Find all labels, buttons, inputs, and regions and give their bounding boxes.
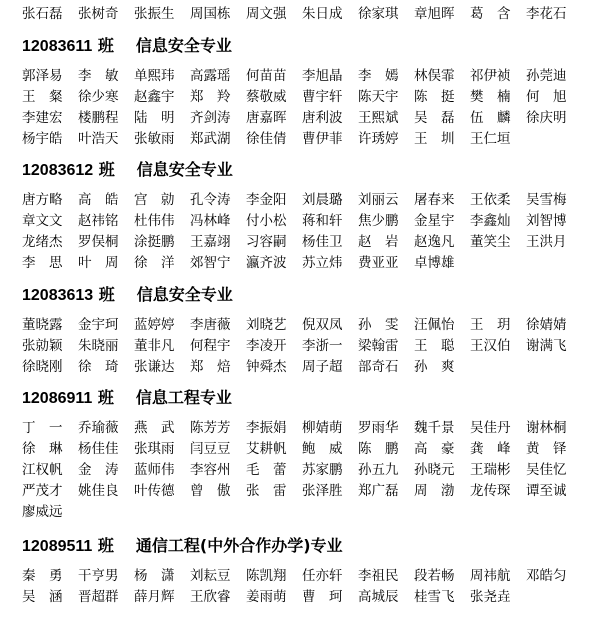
student-name: 冯林峰 bbox=[190, 213, 231, 229]
student-name: 蔡敬威 bbox=[246, 89, 287, 105]
student-name: 谢林桐 bbox=[526, 420, 567, 436]
student-name: 金星宇 bbox=[414, 213, 455, 229]
student-name: 李鑫灿 bbox=[470, 213, 511, 229]
student-name: 薛月辉 bbox=[134, 589, 175, 605]
student-name: 张谦达 bbox=[134, 359, 175, 375]
student-name: 孙莞迪 bbox=[526, 68, 567, 84]
student-name: 宫 勍 bbox=[134, 192, 175, 208]
student-name: 屠春来 bbox=[414, 192, 455, 208]
student-name: 赵鑫宇 bbox=[134, 89, 175, 105]
student-name: 龙绪杰 bbox=[22, 234, 63, 250]
student-name: 闫豆豆 bbox=[190, 441, 231, 457]
student-name: 魏千景 bbox=[414, 420, 455, 436]
student-name: 焦少鹏 bbox=[358, 213, 399, 229]
student-name: 蒋和轩 bbox=[302, 213, 343, 229]
student-name-grid bbox=[22, 418, 582, 523]
student-name: 曾 傲 bbox=[190, 483, 231, 499]
student-name: 李浙一 bbox=[302, 338, 343, 354]
major-name: 信息安全专业 bbox=[136, 285, 233, 304]
student-name: 孙 雯 bbox=[358, 317, 399, 333]
student-name: 陈 鹏 bbox=[358, 441, 399, 457]
student-name: 董非凡 bbox=[134, 338, 175, 354]
student-name: 江权帆 bbox=[22, 462, 63, 478]
student-name: 章旭晖 bbox=[414, 6, 455, 22]
class-code: 12083613 bbox=[22, 287, 94, 304]
student-name: 王欣睿 bbox=[190, 589, 231, 605]
student-name: 罗俣桐 bbox=[78, 234, 119, 250]
student-name: 曹宇轩 bbox=[302, 89, 343, 105]
student-name: 张琪雨 bbox=[134, 441, 175, 457]
class-heading bbox=[22, 283, 233, 307]
student-name: 习容嗣 bbox=[246, 234, 287, 250]
student-name: 苏立炜 bbox=[302, 255, 343, 271]
student-name: 卓博雄 bbox=[414, 255, 455, 271]
student-name: 蓝婷婷 bbox=[134, 317, 175, 333]
student-name: 高城辰 bbox=[358, 589, 399, 605]
student-name: 王 玥 bbox=[470, 317, 511, 333]
student-name: 汪佩怡 bbox=[414, 317, 455, 333]
student-name: 王嘉翊 bbox=[190, 234, 231, 250]
student-name: 吴佳忆 bbox=[526, 462, 567, 478]
student-name: 鲍 威 bbox=[302, 441, 343, 457]
student-name: 曹伊菲 bbox=[302, 131, 343, 147]
student-name: 徐庆明 bbox=[526, 110, 567, 126]
student-name: 罗雨华 bbox=[358, 420, 399, 436]
student-name: 徐少寒 bbox=[78, 89, 119, 105]
student-name: 艾耕帆 bbox=[246, 441, 287, 457]
student-name: 涂挺鹏 bbox=[134, 234, 175, 250]
student-name: 吴佳丹 bbox=[470, 420, 511, 436]
student-name: 李 敏 bbox=[78, 68, 119, 84]
student-name: 陆 明 bbox=[134, 110, 175, 126]
major-name: 信息工程专业 bbox=[135, 388, 232, 407]
student-name: 许琇婷 bbox=[358, 131, 399, 147]
student-name: 倪双凤 bbox=[302, 317, 343, 333]
student-name: 杨佳佳 bbox=[78, 441, 119, 457]
student-name: 齐剑涛 bbox=[190, 110, 231, 126]
student-name: 蓝师伟 bbox=[134, 462, 175, 478]
student-name: 张 雷 bbox=[246, 483, 287, 499]
student-name: 张尧垚 bbox=[470, 589, 511, 605]
student-name: 朱晓丽 bbox=[78, 338, 119, 354]
major-name: 通信工程(中外合作办学)专业 bbox=[135, 536, 343, 555]
student-name: 徐 琳 bbox=[22, 441, 63, 457]
student-name: 董晓露 bbox=[22, 317, 63, 333]
student-name: 李花石 bbox=[526, 6, 567, 22]
student-name-grid bbox=[22, 566, 582, 608]
student-name: 章文文 bbox=[22, 213, 63, 229]
student-name: 刘丽云 bbox=[358, 192, 399, 208]
student-name: 晋超群 bbox=[78, 589, 119, 605]
student-name: 谢满飞 bbox=[526, 338, 567, 354]
student-name: 郑广磊 bbox=[358, 483, 399, 499]
student-name: 费亚亚 bbox=[358, 255, 399, 271]
student-name: 吴 涵 bbox=[22, 589, 63, 605]
student-name: 周文强 bbox=[246, 6, 287, 22]
student-name: 李祖民 bbox=[358, 568, 399, 584]
student-name-grid bbox=[22, 315, 582, 378]
student-name: 赵逸凡 bbox=[414, 234, 455, 250]
student-name: 谭至诚 bbox=[526, 483, 567, 499]
student-name: 刘耘豆 bbox=[190, 568, 231, 584]
student-name: 叶 周 bbox=[78, 255, 119, 271]
student-name: 叶传德 bbox=[134, 483, 175, 499]
student-name: 朱日成 bbox=[302, 6, 343, 22]
student-name: 陈 挺 bbox=[414, 89, 455, 105]
student-name: 苏家鹏 bbox=[302, 462, 343, 478]
student-name: 陈凯翔 bbox=[246, 568, 287, 584]
class-word: 班 bbox=[98, 285, 115, 304]
student-name: 徐家琪 bbox=[358, 6, 399, 22]
student-name: 钟舜杰 bbox=[246, 359, 287, 375]
student-name: 周祎航 bbox=[470, 568, 511, 584]
student-name: 徐 琦 bbox=[78, 359, 119, 375]
student-name: 孙晓元 bbox=[414, 462, 455, 478]
student-name: 楼鹏程 bbox=[78, 110, 119, 126]
student-name: 金宇珂 bbox=[78, 317, 119, 333]
student-name: 王 聪 bbox=[414, 338, 455, 354]
student-name: 祁伊祯 bbox=[470, 68, 511, 84]
student-name: 乔瑜薇 bbox=[78, 420, 119, 436]
student-name: 何 旭 bbox=[526, 89, 567, 105]
student-name: 黄 铎 bbox=[526, 441, 567, 457]
student-name: 李容州 bbox=[190, 462, 231, 478]
student-name: 吴雪梅 bbox=[526, 192, 567, 208]
student-name: 王依柔 bbox=[470, 192, 511, 208]
student-name: 部奇石 bbox=[358, 359, 399, 375]
student-name: 张振生 bbox=[134, 6, 175, 22]
student-name: 杨宇皓 bbox=[22, 131, 63, 147]
student-name: 王汉伯 bbox=[470, 338, 511, 354]
student-name: 郑 羚 bbox=[190, 89, 231, 105]
student-name: 李凌开 bbox=[246, 338, 287, 354]
class-word: 班 bbox=[97, 36, 114, 55]
student-name: 郑 焙 bbox=[190, 359, 231, 375]
student-name: 杨佳卫 bbox=[302, 234, 343, 250]
student-name: 刘晓艺 bbox=[246, 317, 287, 333]
student-name: 李振娟 bbox=[246, 420, 287, 436]
student-name: 刘晨璐 bbox=[302, 192, 343, 208]
student-name: 秦 勇 bbox=[22, 568, 63, 584]
student-name: 高 皓 bbox=[78, 192, 119, 208]
student-name: 任亦轩 bbox=[302, 568, 343, 584]
student-name: 柳婧萌 bbox=[302, 420, 343, 436]
student-name: 刘智博 bbox=[526, 213, 567, 229]
student-name: 高露瑶 bbox=[190, 68, 231, 84]
student-name: 李建宏 bbox=[22, 110, 63, 126]
student-name: 赵 岩 bbox=[358, 234, 399, 250]
class-heading bbox=[22, 34, 232, 58]
class-word: 班 bbox=[97, 536, 114, 555]
student-name: 段若畅 bbox=[414, 568, 455, 584]
major-name: 信息安全专业 bbox=[135, 36, 232, 55]
student-name: 唐方略 bbox=[22, 192, 63, 208]
student-name: 严茂才 bbox=[22, 483, 63, 499]
student-name: 燕 武 bbox=[134, 420, 175, 436]
class-heading bbox=[22, 158, 233, 182]
class-code: 12089511 bbox=[22, 538, 93, 555]
class-heading bbox=[22, 386, 232, 410]
student-name: 郊智宁 bbox=[190, 255, 231, 271]
student-name: 曹 珂 bbox=[302, 589, 343, 605]
student-name: 李旭晶 bbox=[302, 68, 343, 84]
class-code: 12083611 bbox=[22, 38, 93, 55]
student-name: 金 涛 bbox=[78, 462, 119, 478]
student-name: 李 嫣 bbox=[358, 68, 399, 84]
student-name: 吴 磊 bbox=[414, 110, 455, 126]
student-name: 徐晓刚 bbox=[22, 359, 63, 375]
student-name: 桂雪飞 bbox=[414, 589, 455, 605]
student-name: 王瑞彬 bbox=[470, 462, 511, 478]
student-name: 伍 麟 bbox=[470, 110, 511, 126]
student-name-grid bbox=[22, 190, 582, 274]
student-name: 徐婧婧 bbox=[526, 317, 567, 333]
class-word: 班 bbox=[98, 160, 115, 179]
student-name: 陈芳芳 bbox=[190, 420, 231, 436]
student-name: 王洪月 bbox=[526, 234, 567, 250]
top-name-row bbox=[22, 4, 582, 25]
student-name: 赵祎铭 bbox=[78, 213, 119, 229]
class-heading bbox=[22, 534, 343, 558]
student-name: 李唐薇 bbox=[190, 317, 231, 333]
student-name: 徐 洋 bbox=[134, 255, 175, 271]
class-word: 班 bbox=[97, 388, 114, 407]
student-name: 周 渤 bbox=[414, 483, 455, 499]
student-name: 郑武湖 bbox=[190, 131, 231, 147]
student-name: 陈天宇 bbox=[358, 89, 399, 105]
student-name: 董笑尘 bbox=[470, 234, 511, 250]
student-name: 王熙斌 bbox=[358, 110, 399, 126]
student-name: 张石磊 bbox=[22, 6, 63, 22]
student-name: 龙传琛 bbox=[470, 483, 511, 499]
student-name: 单熙玮 bbox=[134, 68, 175, 84]
student-name: 孔令涛 bbox=[190, 192, 231, 208]
student-name: 周子超 bbox=[302, 359, 343, 375]
student-name: 邓皓匀 bbox=[526, 568, 567, 584]
student-name: 杨 潇 bbox=[134, 568, 175, 584]
student-name: 樊 楠 bbox=[470, 89, 511, 105]
student-name: 杜伟伟 bbox=[134, 213, 175, 229]
student-name: 毛 蕾 bbox=[246, 462, 287, 478]
student-name: 李金阳 bbox=[246, 192, 287, 208]
student-name: 付小松 bbox=[246, 213, 287, 229]
class-code: 12086911 bbox=[22, 390, 93, 407]
student-name: 林俣霏 bbox=[414, 68, 455, 84]
student-name: 姜雨萌 bbox=[246, 589, 287, 605]
class-code: 12083612 bbox=[22, 162, 94, 179]
student-name: 李 思 bbox=[22, 255, 63, 271]
major-name: 信息安全专业 bbox=[136, 160, 233, 179]
student-name: 廖威远 bbox=[22, 504, 63, 520]
student-name: 孙五九 bbox=[358, 462, 399, 478]
student-name: 张泽胜 bbox=[302, 483, 343, 499]
student-name: 张树奇 bbox=[78, 6, 119, 22]
student-name: 何程宇 bbox=[190, 338, 231, 354]
student-name: 姚佳良 bbox=[78, 483, 119, 499]
student-name: 瀛齐波 bbox=[246, 255, 287, 271]
student-name: 王 粲 bbox=[22, 89, 63, 105]
student-name: 张敏雨 bbox=[134, 131, 175, 147]
student-name: 丁 一 bbox=[22, 420, 63, 436]
student-name: 张勍颖 bbox=[22, 338, 63, 354]
student-name: 王 圳 bbox=[414, 131, 455, 147]
student-name: 徐佳倩 bbox=[246, 131, 287, 147]
student-name: 龚 峰 bbox=[470, 441, 511, 457]
student-name: 干亨男 bbox=[78, 568, 119, 584]
student-name: 周国栋 bbox=[190, 6, 231, 22]
student-name-grid bbox=[22, 66, 582, 150]
student-name: 唐嘉晖 bbox=[246, 110, 287, 126]
student-name: 孙 爽 bbox=[414, 359, 455, 375]
student-name: 葛 含 bbox=[470, 6, 511, 22]
student-name: 王仁垣 bbox=[470, 131, 511, 147]
student-name: 唐利波 bbox=[302, 110, 343, 126]
student-name: 何苗苗 bbox=[246, 68, 287, 84]
student-name: 梁翰雷 bbox=[358, 338, 399, 354]
student-name: 高 豪 bbox=[414, 441, 455, 457]
student-name: 郭泽易 bbox=[22, 68, 63, 84]
student-name: 叶浩天 bbox=[78, 131, 119, 147]
